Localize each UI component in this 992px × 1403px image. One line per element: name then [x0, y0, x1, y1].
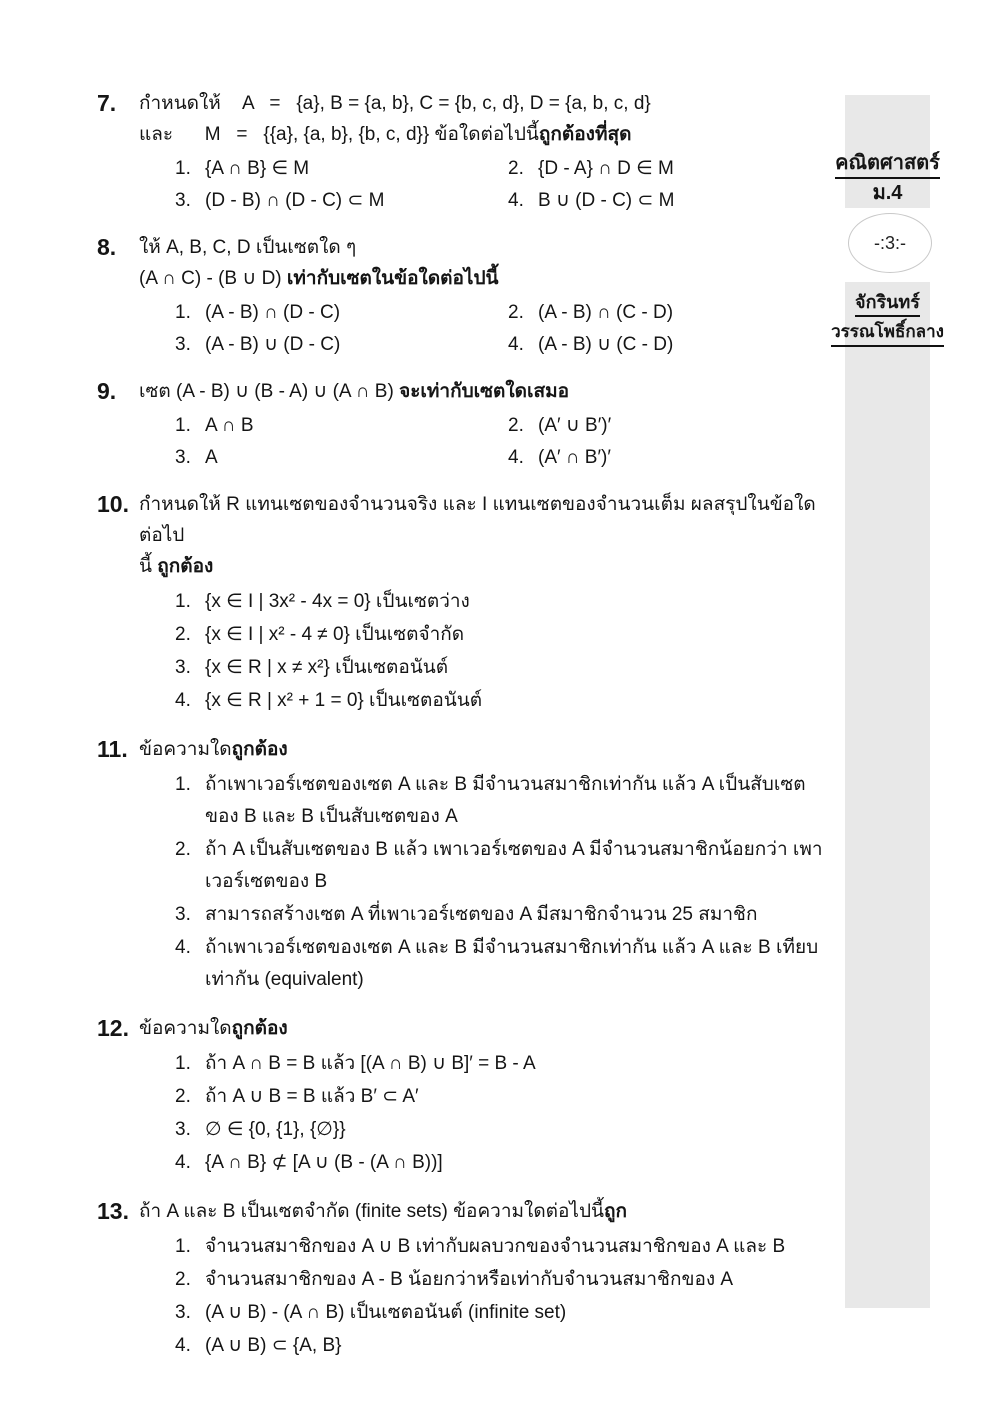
author-first-name: จักรินทร์ [855, 290, 920, 317]
question-number: 7. [97, 90, 117, 116]
answer-option [508, 298, 839, 328]
questions-list [97, 88, 839, 1379]
answer-option-text: ถ้าเพาเวอร์เซตของเซต A และ B มีจำนวนสมาชิกเท่ากัน แล้ว A และ B เทียบเท่ากัน (equivalent) [205, 937, 819, 990]
question-stem-line: นี้ ถูกต้อง [139, 556, 214, 577]
answer-option-number: 2. [175, 1269, 191, 1290]
question-options [139, 586, 839, 717]
page-number-badge [848, 213, 932, 273]
question-body [139, 1013, 839, 1180]
question-body [139, 489, 839, 718]
question-stem-line: (A ∩ C) - (B ∪ D) เท่ากับเซตในข้อใดต่อไปนี้ [139, 268, 499, 289]
answer-option-text: {x ∈ R | x ≠ x²} เป็นเซตอนันต์ [205, 657, 449, 678]
author-banner [831, 282, 944, 1308]
answer-option-number: 1. [175, 415, 191, 436]
question [97, 376, 839, 473]
answer-option-number: 4. [175, 937, 191, 958]
answer-option [175, 1081, 839, 1113]
answer-option [175, 298, 508, 328]
answer-option [175, 330, 508, 360]
question-body [139, 376, 839, 473]
grade-label: ม.4 [872, 182, 903, 204]
question-stem-line: เซต (A - B) ∪ (B - A) ∪ (A ∩ B) จะเท่ากับเซตใดเสมอ [139, 381, 570, 402]
answer-option-text: (D - B) ∩ (D - C) ⊂ M [205, 190, 385, 211]
answer-option-text: (A - B) ∩ (D - C) [205, 302, 341, 323]
question-stem [139, 1196, 839, 1227]
answer-option-text: สามารถสร้างเซต A ที่เพาเวอร์เซตของ A มีสมาชิกจำนวน 25 สมาชิก [205, 904, 758, 925]
question-stem-line: ถ้า A และ B เป็นเซตจำกัด (finite sets) ข้อความใดต่อไปนี้ถูก [139, 1201, 628, 1222]
answer-option-number: 2. [175, 839, 191, 860]
answer-option-text: {D - A} ∩ D ∈ M [538, 158, 674, 179]
answer-option [175, 186, 508, 216]
question [97, 734, 839, 997]
answer-option-text: {A ∩ B} ⊄ [A ∪ (B - (A ∩ B))] [205, 1152, 443, 1173]
answer-option-text: {x ∈ R | x² + 1 = 0} เป็นเซตอนันต์ [205, 690, 483, 711]
answer-option-number: 4. [175, 690, 191, 711]
answer-option-text: ถ้า A เป็นสับเซตของ B แล้ว เพาเวอร์เซตของ A มีจำนวนสมาชิกน้อยกว่า เพาเวอร์เซตของ B [205, 839, 823, 892]
question-stem-line: ข้อความใดถูกต้อง [139, 739, 288, 760]
answer-option-text: ถ้า A ∪ B = B แล้ว B′ ⊂ A′ [205, 1086, 419, 1107]
question [97, 232, 839, 360]
question-stem [139, 376, 839, 407]
answer-option-number: 2. [508, 158, 524, 179]
subject-label: คณิตศาสตร์ [835, 151, 940, 179]
answer-option-number: 1. [175, 774, 191, 795]
answer-option-number: 3. [175, 334, 191, 355]
question-stem-line: กำหนดให้ R แทนเซตของจำนวนจริง และ I แทนเซตของจำนวนเต็ม ผลสรุปในข้อใดต่อไป [139, 494, 816, 546]
answer-option [508, 443, 839, 473]
answer-option-text: (A′ ∪ B′)′ [538, 415, 612, 436]
answer-option [175, 834, 839, 898]
question-body [139, 88, 839, 216]
answer-option [508, 154, 839, 184]
answer-option-text: (A′ ∩ B′)′ [538, 447, 611, 468]
question-stem [139, 88, 839, 150]
answer-option-number: 1. [175, 1053, 191, 1074]
answer-option-number: 3. [175, 657, 191, 678]
answer-option [175, 154, 508, 184]
question [97, 88, 839, 216]
question-stem-line: ข้อความใดถูกต้อง [139, 1018, 288, 1039]
answer-option-number: 2. [508, 415, 524, 436]
answer-option-text: A ∩ B [205, 415, 254, 436]
question-stem-line: กำหนดให้ A = {a}, B = {a, b}, C = {b, c, d}, D = {a, b, c, d} [139, 93, 651, 114]
answer-option-text: (A ∪ B) - (A ∩ B) เป็นเซตอนันต์ (infinite set) [205, 1302, 567, 1323]
answer-option-number: 1. [175, 591, 191, 612]
answer-option [508, 411, 839, 441]
answer-option [175, 1114, 839, 1146]
answer-option [175, 932, 839, 996]
answer-option-number: 3. [175, 190, 191, 211]
question-number: 11. [97, 736, 128, 762]
answer-option-number: 4. [508, 334, 524, 355]
question-body [139, 734, 839, 997]
question [97, 1013, 839, 1180]
answer-option-number: 3. [175, 447, 191, 468]
answer-option [175, 1147, 839, 1179]
answer-option-number: 4. [508, 190, 524, 211]
question-stem [139, 489, 839, 582]
answer-option [175, 411, 508, 441]
page-number-text: -:3:- [873, 232, 906, 253]
question-number: 13. [97, 1198, 129, 1224]
answer-option [175, 1264, 839, 1296]
answer-option-text: B ∪ (D - C) ⊂ M [538, 190, 675, 211]
answer-option [508, 186, 839, 216]
question-body [139, 232, 839, 360]
question [97, 1196, 839, 1363]
answer-option [175, 652, 839, 684]
answer-option-number: 3. [175, 1119, 191, 1140]
answer-option [175, 1048, 839, 1080]
answer-option-number: 3. [175, 1302, 191, 1323]
question-number: 8. [97, 234, 117, 260]
answer-option-text: (A - B) ∪ (C - D) [538, 334, 674, 355]
answer-option-text: ถ้า A ∩ B = B แล้ว [(A ∩ B) ∪ B]′ = B - A [205, 1053, 536, 1074]
answer-option-number: 2. [508, 302, 524, 323]
answer-option [175, 1231, 839, 1263]
answer-option-number: 4. [175, 1335, 191, 1356]
answer-option-text: (A - B) ∪ (D - C) [205, 334, 341, 355]
question-stem-line: ให้ A, B, C, D เป็นเซตใด ๆ [139, 237, 357, 258]
answer-option-number: 1. [175, 302, 191, 323]
answer-option [175, 586, 839, 618]
question-number: 10. [97, 491, 129, 517]
answer-option [175, 619, 839, 651]
answer-option-number: 4. [175, 1152, 191, 1173]
answer-option-text: {x ∈ I | x² - 4 ≠ 0} เป็นเซตจำกัด [205, 624, 465, 645]
question-options [139, 1048, 839, 1179]
answer-option-number: 1. [175, 1236, 191, 1257]
question [97, 489, 839, 718]
question-stem [139, 734, 839, 765]
question-stem [139, 1013, 839, 1044]
question-number: 9. [97, 378, 117, 404]
question-options [139, 154, 839, 216]
question-number: 12. [97, 1015, 129, 1041]
answer-option [175, 685, 839, 717]
answer-option-text: A [205, 447, 218, 468]
answer-option-number: 2. [175, 624, 191, 645]
answer-option-text: จำนวนสมาชิกของ A - B น้อยกว่าหรือเท่ากับจำนวนสมาชิกของ A [205, 1269, 734, 1290]
answer-option-text: ถ้าเพาเวอร์เซตของเซต A และ B มีจำนวนสมาชิกเท่ากัน แล้ว A เป็นสับเซตของ B และ B เป็นสับเซตของ A [205, 774, 806, 827]
subject-banner [835, 95, 940, 208]
answer-option-number: 1. [175, 158, 191, 179]
answer-option-text: ∅ ∈ {0, {1}, {∅}} [205, 1119, 346, 1140]
answer-option [175, 443, 508, 473]
answer-option-text: (A - B) ∩ (C - D) [538, 302, 674, 323]
answer-option [508, 330, 839, 360]
answer-option-text: {x ∈ I | 3x² - 4x = 0} เป็นเซตว่าง [205, 591, 470, 612]
question-stem [139, 232, 839, 294]
author-last-name: วรรณโพธิ์กลาง [831, 321, 944, 347]
question-options [139, 298, 839, 360]
answer-option [175, 1330, 839, 1362]
question-options [139, 1231, 839, 1362]
answer-option [175, 1297, 839, 1329]
answer-option [175, 769, 839, 833]
question-stem-line: และ M = {{a}, {a, b}, {b, c, d}} ข้อใดต่อไปนี้ถูกต้องที่สุด [139, 124, 632, 145]
answer-option-text: {A ∩ B} ∈ M [205, 158, 310, 179]
question-options [139, 411, 839, 473]
answer-option-number: 3. [175, 904, 191, 925]
answer-option-text: (A ∪ B) ⊂ {A, B} [205, 1335, 342, 1356]
question-options [139, 769, 839, 996]
question-body [139, 1196, 839, 1363]
answer-option-text: จำนวนสมาชิกของ A ∪ B เท่ากับผลบวกของจำนวนสมาชิกของ A และ B [205, 1236, 786, 1257]
answer-option-number: 2. [175, 1086, 191, 1107]
answer-option-number: 4. [508, 447, 524, 468]
answer-option [175, 899, 839, 931]
